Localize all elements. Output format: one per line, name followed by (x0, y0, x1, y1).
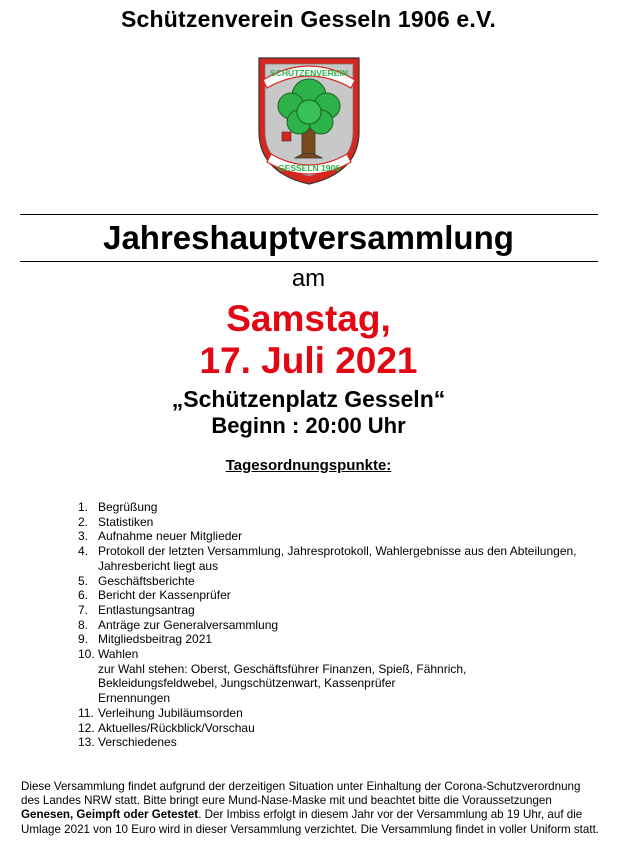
agenda-item: 8. Anträge zur Generalversammlung (78, 617, 279, 632)
agenda-list (78, 500, 578, 750)
agenda-item: 5. Geschäftsberichte (78, 573, 195, 588)
agenda-item: 11. Verleihung Jubiläumsorden (78, 705, 243, 720)
elections-detail-line: zur Wahl stehen: Oberst, Geschäftsführer Finanzen, Spieß, Fähnrich, (98, 661, 467, 676)
elections-detail-line: Ernennungen (98, 691, 171, 706)
agenda-item: 12. Aktuelles/Rückblick/Vorschau (78, 720, 255, 735)
agenda-item: 1. Begrüßung (78, 500, 158, 514)
event-am: am (291, 265, 326, 292)
event-day: Samstag, (226, 298, 391, 339)
bottom-divider (20, 261, 598, 262)
notice-bold-requirement: Genesen, Geimpft oder Getestet (21, 808, 199, 822)
agenda-heading: Tagesordnungspunkte: (225, 457, 392, 474)
event-date: 17. Juli 2021 (199, 340, 418, 381)
agenda-item: 3. Aufnahme neuer Mitglieder (78, 529, 243, 544)
club-crest-logo (255, 54, 363, 186)
agenda-item: 9. Mitgliedsbeitrag 2021 (78, 632, 213, 647)
notice-paragraph: Diese Versammlung findet aufgrund der derzeitigen Situation unter Einhaltung der Corona-Schutzverordnung des Landes NRW statt. Bitte bringt eure Mund-Nase-Maske mit und beachtet bitte die Voraussetzungen Genesen, Geimpft oder Getestet. Der Imbiss erfolgt in diesem Jahr vor der Versammlung ab 19 Uhr, auf die Umlage 2021 von 10 Euro wird in dieser Versammlung verzichtet. Die Versammlung findet in voller Uniform statt. (21, 779, 600, 836)
agenda-item: 2. Statistiken (78, 514, 154, 529)
crest-banner-top-text: SCHÜTZENVEREIN (270, 68, 348, 78)
agenda-item: 6. Bericht der Kassenprüfer (78, 588, 231, 603)
event-place: „Schützenplatz Gesseln“ (171, 386, 446, 412)
event-title: Jahreshauptversammlung (103, 219, 514, 256)
agenda-item: 4. Protokoll der letzten Versammlung, Jahresprotokoll, Wahlergebnisse aus den Abteilungen, Jahresbericht liegt aus (78, 544, 577, 573)
top-divider (20, 214, 598, 215)
elections-detail-line: Bekleidungsfeldwebel, Jungschützenwart, Kassenprüfer (98, 676, 396, 691)
agenda-item: 13. Verschiedenes (78, 735, 177, 750)
agenda-item: 10. Wahlen (78, 647, 139, 662)
event-begin-time: Beginn : 20:00 Uhr (211, 413, 406, 438)
small-house-icon (282, 132, 291, 141)
crest-banner-bottom-text: GESSELN 1906 (278, 163, 340, 173)
club-title: Schützenverein Gesseln 1906 e.V. (120, 6, 497, 32)
agenda-item: 7. Entlastungsantrag (78, 602, 195, 617)
